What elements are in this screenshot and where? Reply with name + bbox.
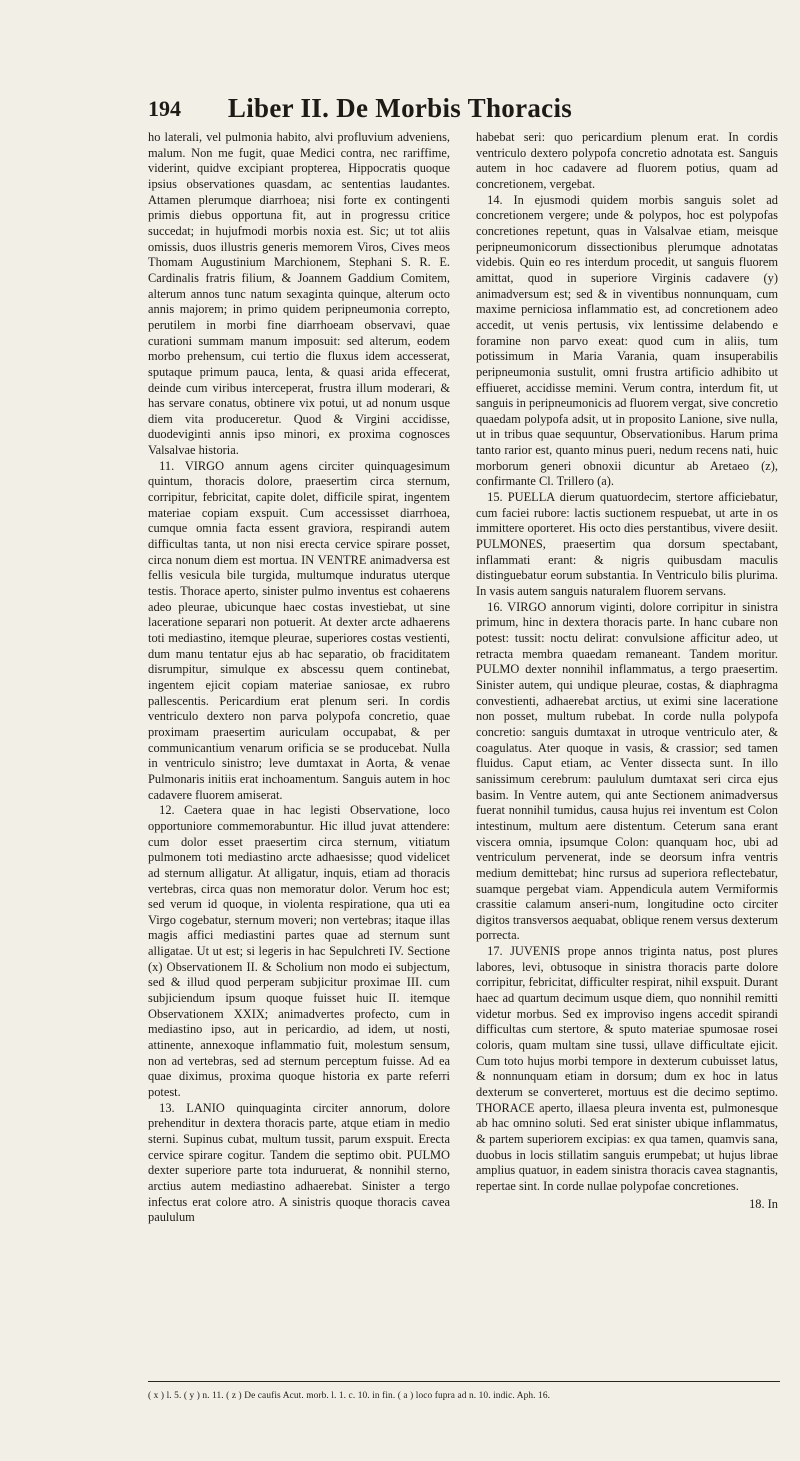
paragraph: 11. VIRGO annum agens circiter quinquagesimum quintum, thoracis dolore, praesertim circa sternum, corripitur, febricitat, capite dolet, difficile spirat, ingentem materiae copiam exspuit. Cum accessisset diarrhoea, cumque omnia facta essent graviora, respirandi autem difficultas tanta, ut non nisi erecta cervice spirare posset, circa nonum diem est mortua. IN VENTRE animadversa est fellis vesicula bile turgida, multumque induratus uterque testis. Thorace aperto, sinister pulmo inventus est cohaerens adeo pleurae, ubicunque haec costas investiebat, ut sine laceratione separari non potuerit. At dexter arcte adhaerens toti mediastino, itemque pleurae, superiores costas vestienti, dum manu tentatur ejus ab hac separatio, ob fraciditatem disrumpitur, simulque ex abscessu quem continebat, ingentem ejicit copiam materiae saniosae, ex rubro pallescentis. Pericardium erat plenum seri. In cordis ventriculo dextero non parva polypofa concretio, quae proximam praesertim auriculam occupabat, & per communicantium venarum orificia se se producebat. Nulla in ventriculo sinistro; leve dumtaxat in Aorta, & venae Pulmonaris initiis erat inchoamentum. Sanguis autem in hoc cadavere fluorem amiserat. — [148, 458, 450, 802]
footnotes: ( x ) l. 5. ( y ) n. 11. ( z ) De caufis Acut. morb. l. 1. c. 10. in fin. ( a ) loco fupra ad n. 10. indic. Aph. 16. — [148, 1391, 551, 1401]
footnote-rule — [148, 1381, 780, 1382]
paragraph: 15. PUELLA dierum quatuordecim, stertore afficiebatur, cum faciei rubore: lactis suctionem respuebat, ut arte in os immittere oporteret. His octo dies perstantibus, vivere desiit. PULMONES, praesertim qua dorsum spectabant, inflammati erant: & nigris quibusdam maculis distinguebatur eorum substantia. In Ventriculo bilis plurima. In vasis autem sanguis naturalem fluorem servans. — [476, 490, 778, 599]
text-columns — [148, 130, 780, 1380]
paragraph: 16. VIRGO annorum viginti, dolore corripitur in sinistra primum, hinc in dextera thoracis parte. In hanc cubare non potest: tussit: noctu delirat: convulsione afficitur adeo, ut retracta membra quaedam remaneant. Tandem moritur. PULMO dexter nonnihil inflammatus, a tergo praesertim. Sinister autem, qui undique pleurae, costas, & diaphragma convestienti, adhaerebat arctius, ut eximi sine laceratione non posset, multum rubebat. In corde nulla polypofa concretio: sanguis dumtaxat in utroque ventriculo ater, & coagulatus. Ater quoque in vasis, & crassior; sed tamen fluidus. Caput etiam, ac Venter dissecta sunt. In illo sanissimum cerebrum: paululum dumtaxat seri circa ejus basim. In Ventre autem, qui ante Sectionem animadversus fuerat nonnihil tumidus, causa hujus rei inventum est Colon intestinum, multum aere distentum. Ceterum sana erant viscera omnia, ipsumque Colon: quanquam hoc, ubi ad ventriculum pervenerat, inde se deorsum infra ventris medium demittebat; hinc rursus ad superiora reflectebatur, suamque pergebat viam. Appendicula autem Vermiformis crassitie calamum anseri-num, longitudine octo circiter digitos transversos aequabat, oblique renem versus dexterum porrecta. — [476, 599, 778, 943]
right-column — [476, 130, 778, 1212]
catchword: 18. In — [749, 1196, 778, 1211]
page-number: 194 — [148, 96, 181, 121]
left-column — [148, 130, 450, 1226]
paragraph: habebat seri: quo pericardium plenum erat. In cordis ventriculo dextero polypofa concretio adnotata est. Sanguis autem in hoc cadavere ad fluorem potius, quam ad concretionem, vergebat. — [476, 130, 778, 191]
running-title: Liber II. De Morbis Thoracis — [227, 93, 573, 123]
paragraph: 12. Caetera quae in hac legisti Observatione, loco opportuniore commemorabuntur. Hic illud juvat attendere: cum dolor esset praesertim circa sternum, vitiatum pulmonem toti mediastino arcte adhaesisse; quod videlicet ad sternum alligatur. At alligatur, inquis, etiam ad thoracis vertebras, circa quas non memoratur dolor. Verum hoc est; sed verum id quoque, in violenta respiratione, qua uti ea Virgo cogebatur, sternum moveri; non vertebras; itaque illas magis affici mediastini partes quae ad sternum sunt alligatae. Ut ut est; si legeris in hac Sepulchreti IV. Sectione (x) Observationem II. & Scholium non modo ei subjectum, sed & illud quod perperam subjicitur proximae III. cum subjiciendum ipsum quoque fuisset huic II. itemque Observationem XXIX; animadvertes profecto, cum in mediastino ipso, aut in pericardio, ad idem, ut nosti, attinente, annexoque inflammatio fuit, molestum sensum, non ad vertebras, sed ad sternum perceptum fuisse. Ad ea quae diximus, proxima quoque historia ex parte referri potest. — [148, 803, 450, 1100]
paragraph: ho laterali, vel pulmonia habito, alvi profluvium adveniens, malum. Non me fugit, quae Medici contra, nec rariffime, viderint, quidve excipiant propterea, Hippocratis quoque ipsius observationes quasdam, ac sententias laudantes. Attamen plerumque diarrhoea; nisi forte ex contingenti primis diebus opportuna fit, aut in progressu critice succedat; in hujufmodi morbis noxia est. Sic; ut tot aliis omissis, duos illustris generis memorem Viros, Cives meos Thomam Augustinium Marchionem, Stephani S. R. E. Cardinalis fratris filium, & Joannem Gaddium Comitem, alterum annos tunc natum sexaginta quinque, alterum octo annis majorem; in primo quidem peripneumonia correpto, perutilem in morbi fine diarrhoeam observavi, quae curationi summam manum imposuit: sed alterum, eodem morbo prehensum, cui tertio die fluxus idem accesserat, sputaque primum pauca, lenta, & quasi arida effecerat, deinde cum viribus interceperat, frustra illum moderari, & has servare conatus, obtinere vix potui, ut ad nonum usque diem vita produceretur. Quod & Virgini accidisse, duodeviginti annis ipso minori, ex proxima cognosces Valsalvae historia. — [148, 130, 450, 458]
paragraph: 17. JUVENIS prope annos triginta natus, post plures labores, levi, obtusoque in sinistra thoracis parte dolore corripitur, febricitat, difficulter respirat, nihil exspuit. Durant haec ad quartum decimum usque diem, quo nonnihil remitti videtur morbus. Sed ex improviso ingens accedit spirandi difficultas cum stertore, & sputo materiae spumosae rosei coloris, quam multam sine tussi, ullave difficultate ejicit. Cum toto hujus morbi tempore in dexterum cubuisset latus, & nonnunquam etiam in dorsum; dum ex hoc in latus dexterum se converteret, mortuus est die decimo septimo. THORACE aperto, illaesa pleura inventa est, pulmonesque ab hac omnino soluti. Sed erat sinister ubique inflammatus, & partem superiorem excipias: ex qua tamen, quamvis sana, duobus in locis stillatim sanguis erumpebat; ut hujus librae amplius quatuor, in eadem sinistra thoracis cavea stagnantis, repertae sint. In corde nullae polypofae concretiones. — [476, 944, 778, 1193]
paragraph: 14. In ejusmodi quidem morbis sanguis solet ad concretionem vergere; unde & polypos, hoc est polypofas concretiones repetunt, quas in Valsalvae etiam, meisque peripneumonicorum dissectionibus plerumque adnotatas videbis. Quin eo res interdum procedit, ut sanguis fluorem amittat, quod in superiore Virginis cadavere (y) animadversum est; sed & in viventibus nonnunquam, cum maxime perniciosa inflammatio est, ad concretionem adeo accedit, ut venis pertusis, vix lentissime delabendo e foramine non parvo exeat: quod cum in aliis, tum potissimum in Maria Varania, quam insuperabilis peripneumonia sustulit, omni frustra artificio adhibito ut effiueret, accidisse memini. Verum contra, interdum fit, ut sanguis in peripneumonicis ad fluorem vergat, sive concretio quaedam polypofa adsit, ut in proposito Lanione, sive nulla, ut in tribus quae sequuntur, Observationibus. Harum prima tanto rarior est, quanto minus pueri, nedum recens nati, huic morborum generi obnoxii dicuntur ab Aretaeo (z), confirmante Cl. Trillero (a). — [476, 192, 778, 489]
paragraph: 13. LANIO quinquaginta circiter annorum, dolore prehenditur in dextera thoracis parte, atque etiam in medio sterni. Supinus cubat, multum tussit, parum exspuit. Erecta cervice spirare cogitur. Tandem die septimo obit. PULMO dexter superiore parte tota induruerat, & nonnihil sterno, arctius autem mediastino adhaerebat. Sinister a tergo infectus erat colore atro. A sinistris quoque thoracis cavea paululum — [148, 1100, 450, 1225]
